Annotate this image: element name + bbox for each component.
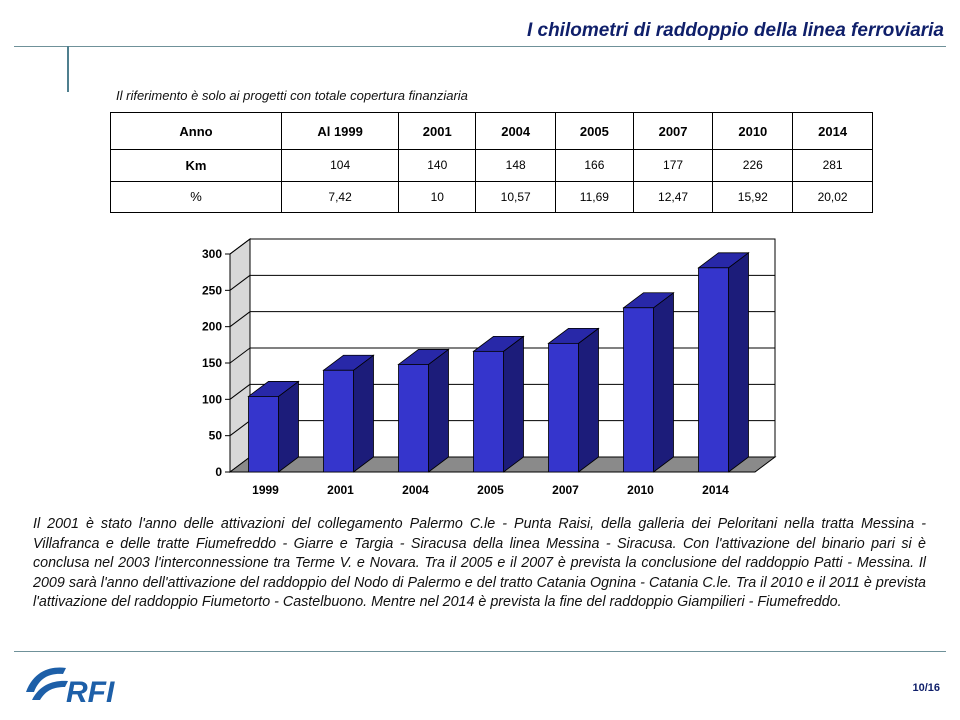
table-header-cell: Anno bbox=[111, 113, 282, 150]
y-tick-label: 50 bbox=[208, 428, 222, 443]
bottom-divider bbox=[14, 651, 946, 652]
table-cell: 20,02 bbox=[793, 181, 873, 213]
top-divider bbox=[14, 46, 946, 47]
table-header-cell: Al 1999 bbox=[282, 113, 399, 150]
bar bbox=[624, 308, 654, 472]
rfi-logo bbox=[22, 662, 132, 706]
bar-side bbox=[354, 355, 374, 472]
x-tick-label: 2005 bbox=[477, 483, 504, 497]
bar-side bbox=[729, 253, 749, 472]
table-header-cell: 2004 bbox=[476, 113, 556, 150]
y-tick-label: 300 bbox=[201, 247, 222, 261]
table-header-cell: 2001 bbox=[399, 113, 476, 150]
bar-side bbox=[504, 336, 524, 472]
table-cell: 104 bbox=[282, 150, 399, 182]
table-note: Il riferimento è solo ai progetti con totale copertura finanziaria bbox=[116, 88, 468, 103]
x-tick-label: 2001 bbox=[327, 483, 354, 497]
table-header-cell: 2005 bbox=[556, 113, 634, 150]
table-row bbox=[111, 181, 873, 213]
km-bar-chart bbox=[190, 232, 790, 507]
bar bbox=[474, 351, 504, 472]
slide-title: I chilometri di raddoppio della linea ferroviaria bbox=[526, 20, 944, 41]
bar bbox=[399, 364, 429, 472]
table-cell: 281 bbox=[793, 150, 873, 182]
bar bbox=[249, 396, 279, 472]
table-cell: 10 bbox=[399, 181, 476, 213]
table-cell: 12,47 bbox=[633, 181, 713, 213]
bar-side bbox=[654, 293, 674, 472]
table-header-cell: 2007 bbox=[633, 113, 713, 150]
y-tick-label: 150 bbox=[201, 356, 222, 370]
table-row-label: % bbox=[111, 181, 282, 213]
table-row bbox=[111, 150, 873, 182]
bar-side bbox=[579, 328, 599, 472]
bar-side bbox=[279, 381, 299, 472]
y-tick-label: 250 bbox=[201, 283, 222, 298]
table-header-cell: 2014 bbox=[793, 113, 873, 150]
page-number: 10/16 bbox=[912, 682, 940, 694]
x-tick-label: 2010 bbox=[627, 483, 654, 497]
table-cell: 140 bbox=[399, 150, 476, 182]
bar bbox=[699, 268, 729, 472]
table-cell: 148 bbox=[476, 150, 556, 182]
table-header-row bbox=[111, 113, 873, 150]
table-cell: 177 bbox=[633, 150, 713, 182]
description-paragraph: Il 2001 è stato l'anno delle attivazioni del collegamento Palermo C.le - Punta Raisi, della galleria dei Peloritani nella tratta Messina - Villafranca e delle tratte Fiumefreddo - Giarre e Targia - Siracusa della linea Messina - Siracusa. Con l'attivazione del binario pari si è conclusa nel 2003 l'interconnessione tra Terme V. e Novara. Tra il 2005 e il 2007 è prevista la conclusione del raddoppio Patti - Messina. Il 2009 sarà l'anno dell'attivazione del raddoppio del Nodo di Palermo e del tratto Catania Ognina - Catania C.le. Tra il 2010 e il 2011 è prevista l'attivazione del raddoppio Fiumetorto - Castelbuono. Mentre nel 2014 è prevista la fine del raddoppio Giampilieri - Fiumefreddo. bbox=[33, 516, 926, 610]
x-tick-label: 2007 bbox=[552, 483, 579, 497]
km-table bbox=[110, 112, 873, 213]
table-cell: 166 bbox=[556, 150, 634, 182]
y-tick-label: 0 bbox=[215, 465, 222, 479]
table-cell: 7,42 bbox=[282, 181, 399, 213]
table-cell: 11,69 bbox=[556, 181, 634, 213]
y-tick-label: 100 bbox=[201, 392, 222, 407]
table-cell: 15,92 bbox=[713, 181, 793, 213]
table-header-cell: 2010 bbox=[713, 113, 793, 150]
bar bbox=[549, 343, 579, 472]
table-cell: 226 bbox=[713, 150, 793, 182]
x-tick-label: 1999 bbox=[252, 483, 279, 497]
bar bbox=[324, 370, 354, 472]
table-row-label: Km bbox=[111, 150, 282, 182]
x-tick-label: 2014 bbox=[702, 483, 729, 497]
logo-text: RFI bbox=[66, 676, 115, 706]
table-cell: 10,57 bbox=[476, 181, 556, 213]
title-accent-line bbox=[67, 46, 69, 92]
y-tick-label: 200 bbox=[201, 319, 222, 334]
x-tick-label: 2004 bbox=[402, 483, 429, 497]
bar-side bbox=[429, 349, 449, 472]
